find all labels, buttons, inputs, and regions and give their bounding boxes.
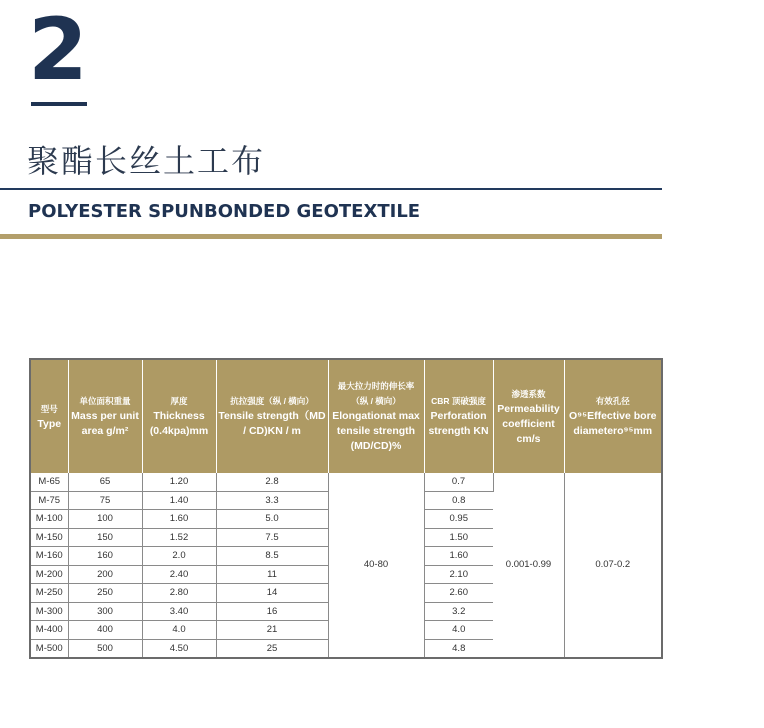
cell-type: M-200 [30,565,68,584]
cell-thickness: 4.50 [142,639,216,658]
cell-type: M-300 [30,602,68,621]
cell-tensile: 14 [216,584,328,603]
column-header-en: Mass per unit area g/m² [71,410,139,437]
cell-tensile: 25 [216,639,328,658]
cell-mass: 300 [68,602,142,621]
cell-type: M-75 [30,491,68,510]
cell-permeability: 0.001-0.99 [493,473,564,658]
cell-thickness: 4.0 [142,621,216,640]
cell-thickness: 1.60 [142,510,216,529]
cell-tensile: 2.8 [216,473,328,491]
cell-thickness: 1.40 [142,491,216,510]
cell-bore: 0.07-0.2 [595,559,631,571]
column-header [30,359,68,473]
cell-mass: 250 [68,584,142,603]
cell-type: M-100 [30,510,68,529]
column-header-en: Perforation strength KN [428,410,489,437]
cell-tensile: 21 [216,621,328,640]
column-header [68,359,142,473]
table-body [30,473,662,658]
column-header-en: Thickness (0.4kpa)mm [149,410,209,437]
column-header-cn: 最大拉力时的伸长率（纵 / 横向） [337,381,415,406]
divider-navy [0,188,662,190]
divider-gold [0,234,662,239]
column-header [564,359,662,473]
cell-type: M-160 [30,547,68,566]
column-header [216,359,328,473]
cell-mass: 160 [68,547,142,566]
column-header-en: Elongationat max tensile strength (MD/CD)% [332,410,420,452]
cell-mass: 100 [68,510,142,529]
cell-tensile: 11 [216,565,328,584]
cell-type: M-400 [30,621,68,640]
cell-mass: 75 [68,491,142,510]
cell-tensile: 8.5 [216,547,328,566]
cell-thickness: 3.40 [142,602,216,621]
column-header [142,359,216,473]
spec-table [29,358,663,659]
cell-type: M-150 [30,528,68,547]
column-header-cn: CBR 顶破强度 [431,396,486,406]
cell-mass: 400 [68,621,142,640]
cell-thickness: 1.20 [142,473,216,491]
cell-cbr: 1.60 [424,547,493,566]
column-header-en: Permeability coefficient cm/s [497,402,560,445]
cell-thickness: 2.0 [142,547,216,566]
column-header-cn: 有效孔径 [595,396,630,406]
cell-elongation: 40-80 [328,473,424,658]
cell-cbr: 2.10 [424,565,493,584]
cell-mass: 200 [68,565,142,584]
section-number: 2 [28,0,86,100]
column-header-cn: 渗透系数 [511,388,546,399]
cell-thickness: 1.52 [142,528,216,547]
page-title-cn: 聚酯长丝土工布 [27,142,266,180]
column-header-cn: 型号 [40,403,58,414]
column-header [328,359,424,473]
cell-thickness: 2.40 [142,565,216,584]
column-header [424,359,493,473]
cell-cbr: 3.2 [424,602,493,621]
cell-cbr: 0.95 [424,510,493,529]
cell-cbr: 1.50 [424,528,493,547]
column-header [493,359,564,473]
column-header-cn: 抗拉强度（纵 / 横向） [230,396,314,406]
cell-tensile: 5.0 [216,510,328,529]
cell-cbr: 0.7 [424,473,493,491]
section-number-underline [31,102,87,106]
cell-thickness: 2.80 [142,584,216,603]
cell-type: M-65 [30,473,68,491]
cell-tensile: 16 [216,602,328,621]
cell-cbr: 0.8 [424,491,493,510]
cell-tensile: 7.5 [216,528,328,547]
cell-type: M-500 [30,639,68,658]
column-header-cn: 厚度 [170,396,188,406]
cell-mass: 500 [68,639,142,658]
column-header-en: O⁹⁵Effective bore diametero⁹⁵mm [568,410,657,437]
cell-cbr: 4.8 [424,639,493,658]
cell-cbr: 2.60 [424,584,493,603]
cell-mass: 150 [68,528,142,547]
cell-type: M-250 [30,584,68,603]
cell-tensile: 3.3 [216,491,328,510]
page-title-en: POLYESTER SPUNBONDED GEOTEXTILE [28,201,421,222]
column-header-cn: 单位面积重量 [79,396,131,406]
cell-mass: 65 [68,473,142,491]
header-row [30,359,662,473]
table-row [30,473,662,491]
column-header-en: Tensile strength（MD / CD)KN / m [218,410,326,437]
cell-cbr: 4.0 [424,621,493,640]
column-header-en: Type [37,417,62,430]
